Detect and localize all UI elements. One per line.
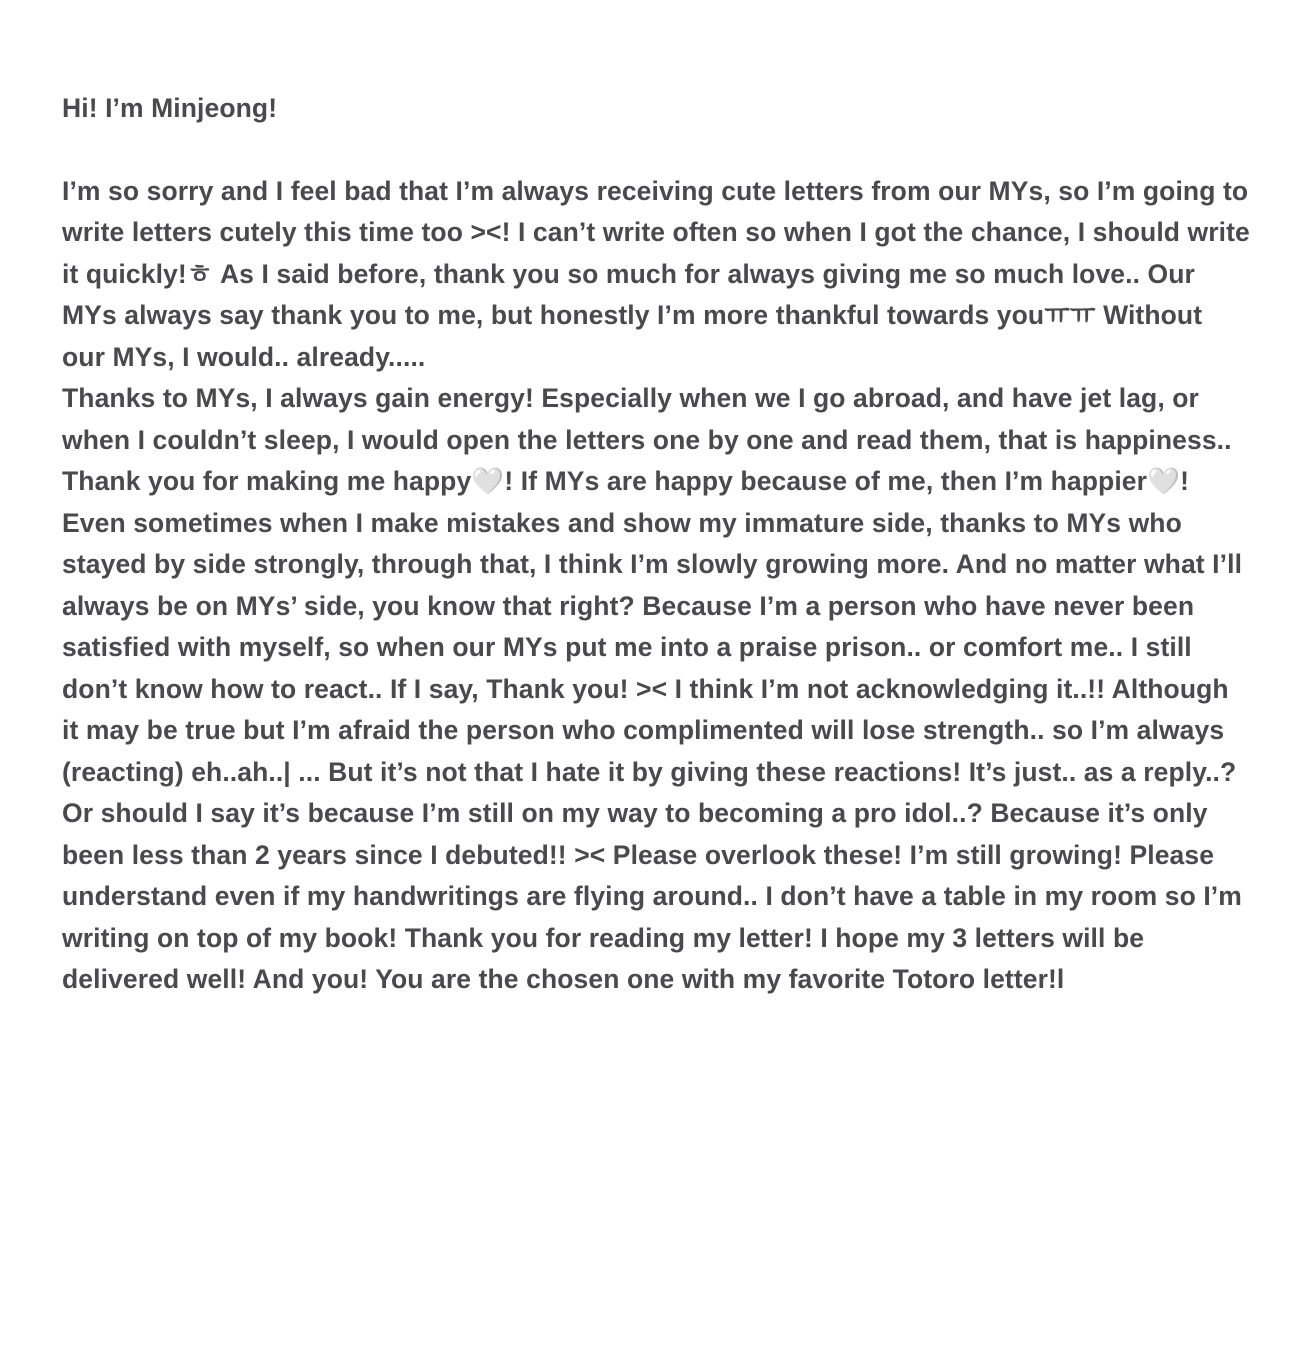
letter-paragraph-2: Thanks to MYs, I always gain energy! Especially when we I go abroad, and have jet lag, or when I couldn’t sleep, I would open the letters one by one and read them, that is happiness.. Thank you for making me happy🤍! If MYs are happy because of me, then I’m happier🤍! Even sometimes when I make mistakes and show my immature side, thanks to MYs who stayed by side strongly, through that, I think I’m slowly growing more. And no matter what I’ll always be on MYs’ side, you know that right? Because I’m a person who have never been satisfied with myself, so when our MYs put me into a praise prison.. or comfort me.. I still don’t know how to react.. If I say, Thank you! >< I think I’m not acknowledging it..!! Although it may be true but I’m afraid the person who complimented will lose strength.. so I’m always (reacting) eh..ah..| ... But it’s not that I hate it by giving these reactions! It’s just.. as a reply..? Or should I say it’s because I’m still on my way to becoming a pro idol..? Because it’s only been less than 2 years since I debuted!! >< Please overlook these! I’m still growing! Please understand even if my handwritings are flying around.. I don’t have a table in my room so I’m writing on top of my book! Thank you for reading my letter! I hope my 3 letters will be delivered well! And you! You are the chosen one with my favorite Totoro letter!l — [62, 383, 1243, 994]
greeting-line: Hi! I’m Minjeong! — [62, 93, 278, 123]
note-body — [62, 88, 1252, 1001]
letter-paragraph-1: I’m so sorry and I feel bad that I’m always receiving cute letters from our MYs, so I’m going to write letters cutely this time too ><! I can’t write often so when I got the chance, I should write it quickly!ㅎ As I said before, thank you so much for always giving me so much love.. Our MYs always say thank you to me, but honestly I’m more thankful towards youㅠㅠ Without our MYs, I would.. already..... — [62, 175, 1250, 372]
